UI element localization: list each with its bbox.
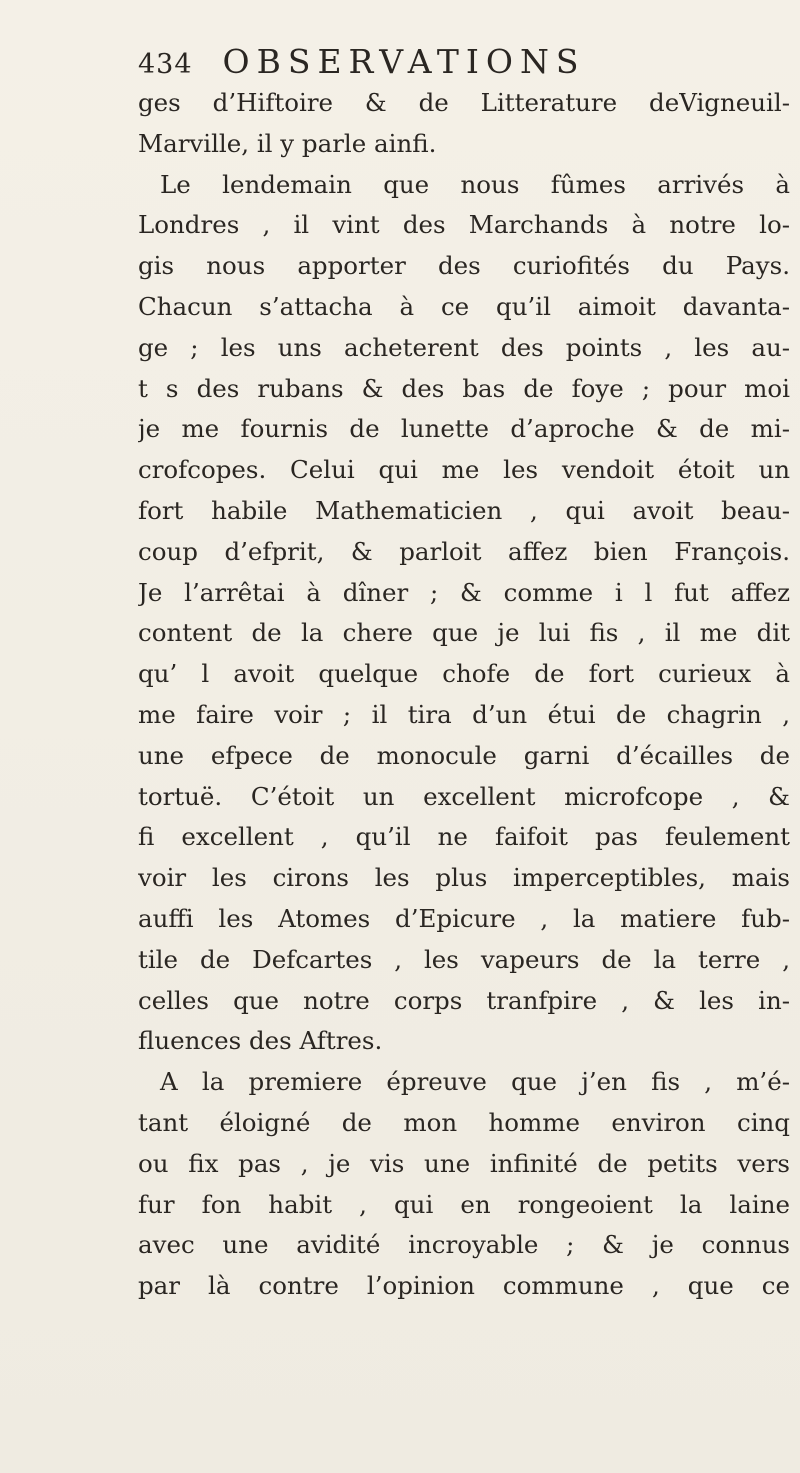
text-line: par là contre l’opinion commune , que ce: [138, 1271, 790, 1301]
text-line: gis nous apporter des curiofités du Pays.: [138, 251, 790, 281]
body-text: [138, 83, 790, 1307]
text-line: ge ; les uns acheterent des points , les au-: [138, 332, 790, 362]
text-line: fi excellent , qu’il ne faifoit pas feulement: [138, 822, 790, 852]
text-line: A la premiere épreuve que j’en fis , m’é-: [160, 1067, 790, 1097]
text-line: tortuë. C’étoit un excellent microfcope , &: [138, 781, 790, 811]
text-line: crofcopes. Celui qui me les vendoit étoit un: [138, 455, 790, 485]
text-line: ou fix pas , je vis une infinité de petits vers: [138, 1148, 790, 1178]
text-line: Marville, il y parle ainfi.: [138, 128, 437, 158]
text-line: Chacun s’attacha à ce qu’il aimoit davanta-: [138, 291, 790, 321]
text-line: Le lendemain que nous fûmes arrivés à: [160, 169, 790, 199]
page-number: 434: [138, 49, 193, 80]
text-line: t s des rubans & des bas de foye ; pour moi: [138, 373, 790, 403]
text-line: avec une avidité incroyable ; & je connus: [138, 1230, 790, 1260]
text-line: Je l’arrêtai à dîner ; & comme i l fut affez: [138, 577, 790, 607]
running-head: OBSERVATIONS: [222, 42, 586, 81]
text-line: celles que notre corps tranfpire , & les in-: [138, 985, 790, 1015]
text-line: je me fournis de lunette d’aproche & de mi-: [138, 414, 790, 444]
text-line: fur fon habit , qui en rongeoient la laine: [138, 1189, 790, 1219]
text-line: fluences des Aftres.: [138, 1026, 383, 1056]
text-line: Londres , il vint des Marchands à notre lo-: [138, 210, 790, 240]
text-line: coup d’efprit, & parloit affez bien François.: [138, 536, 790, 566]
text-line: ges d’Hiftoire & de Litterature deVigneuil-: [138, 88, 790, 117]
text-line: me faire voir ; il tira d’un étui de chagrin ,: [138, 699, 790, 729]
text-line: auffi les Atomes d’Epicure , la matiere fub-: [138, 903, 790, 933]
text-line: content de la chere que je lui fis , il me dit: [138, 618, 790, 648]
page-header: [138, 42, 585, 86]
text-line: tant éloigné de mon homme environ cinq: [138, 1107, 790, 1137]
text-line: qu’ l avoit quelque chofe de fort curieux à: [138, 659, 790, 689]
text-line: tile de Defcartes , les vapeurs de la terre ,: [138, 944, 790, 974]
text-line: fort habile Mathematicien , qui avoit beau-: [138, 495, 790, 525]
text-line: une efpece de monocule garni d’écailles de: [138, 740, 790, 770]
text-line: voir les cirons les plus imperceptibles, mais: [138, 863, 790, 893]
